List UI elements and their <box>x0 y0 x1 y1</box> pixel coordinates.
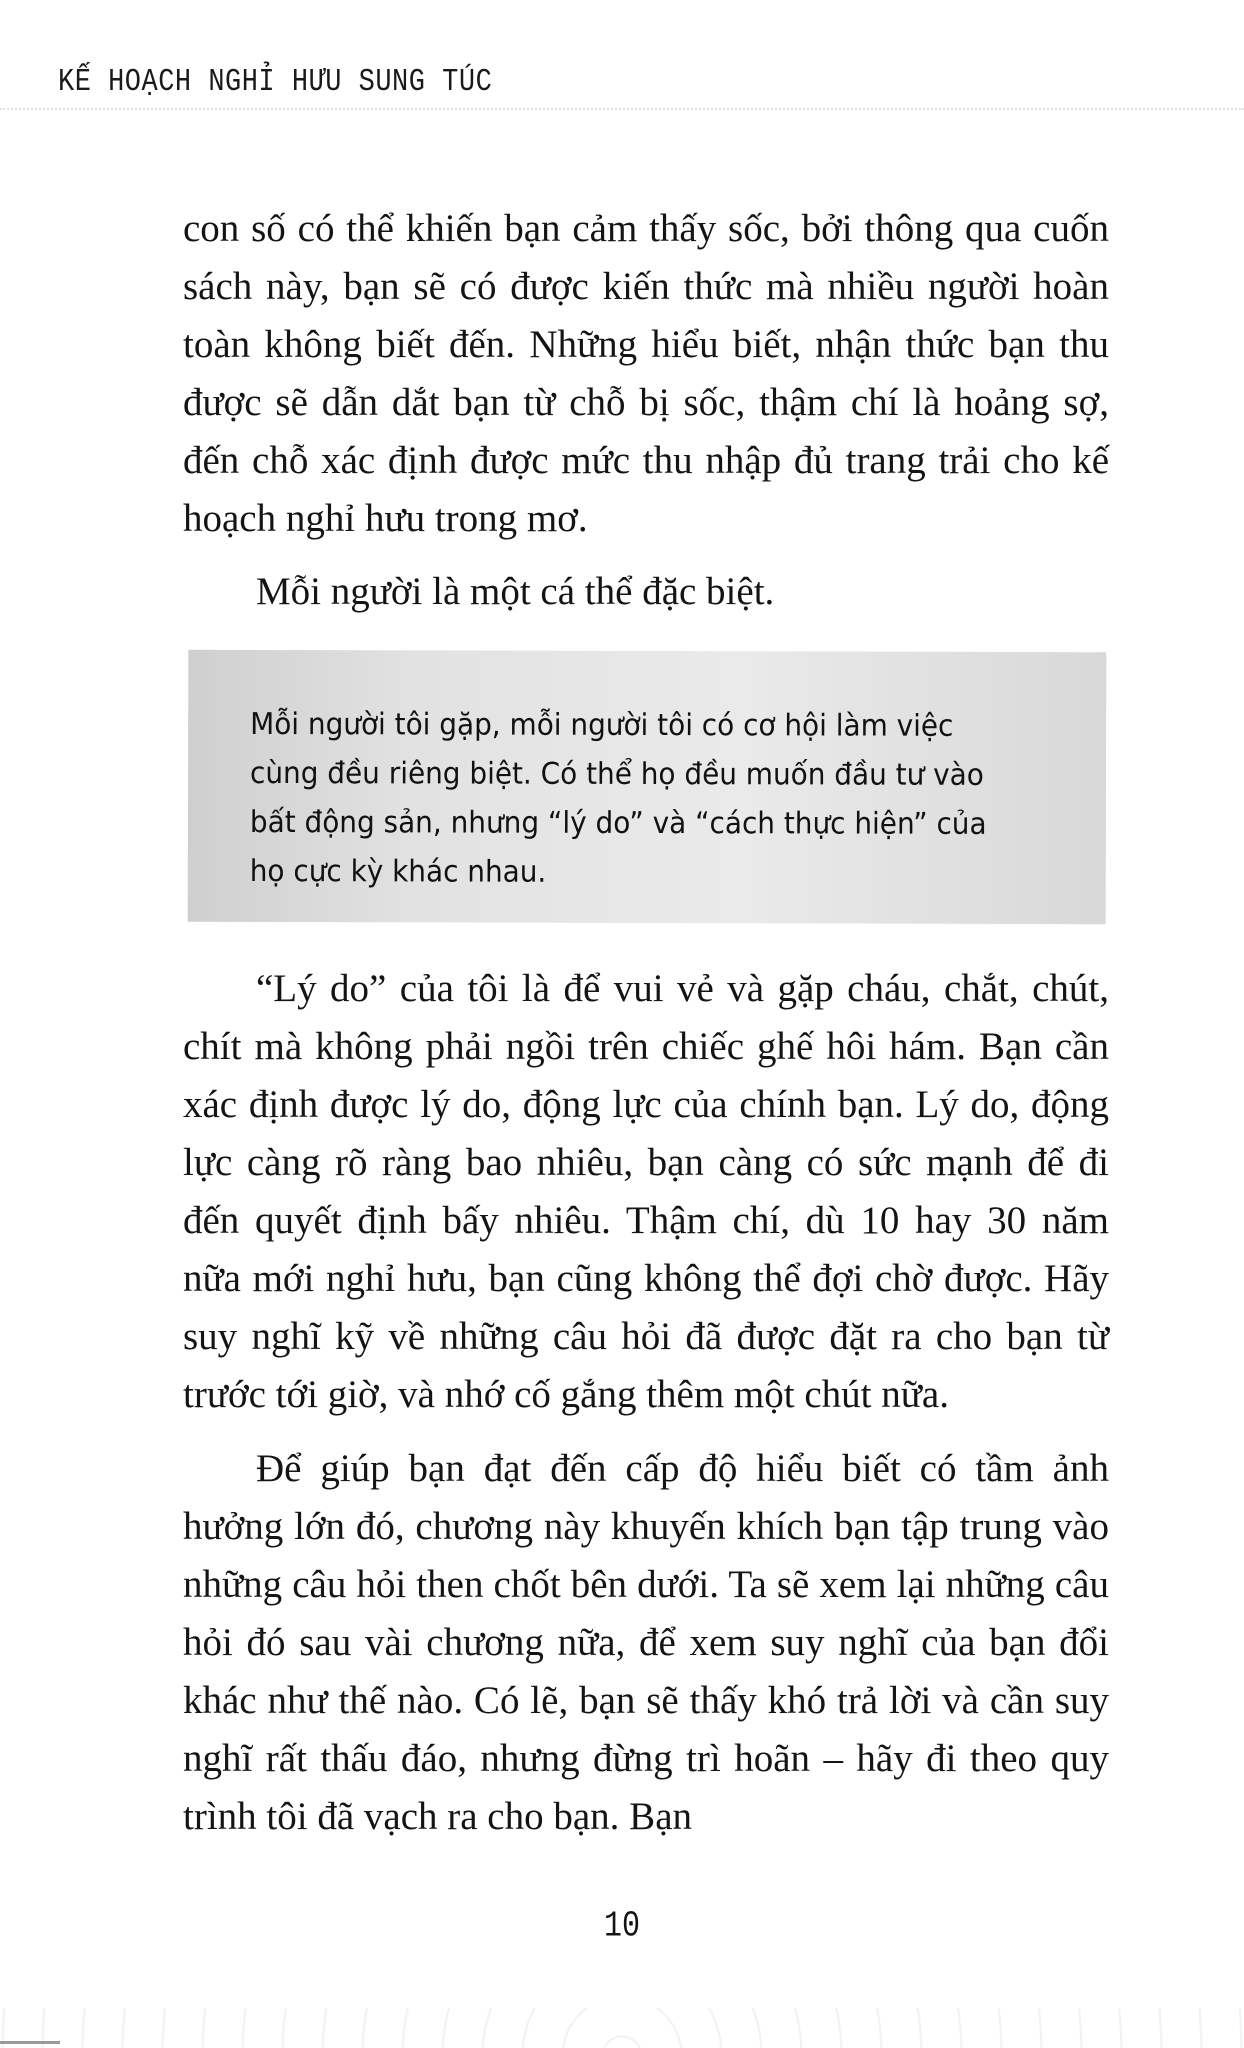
scan-edge-mark <box>0 2041 60 2044</box>
callout-text: Mỗi người tôi gặp, mỗi người tôi có cơ hội làm việc cùng đều riêng biệt. Có thể họ đều muốn đầu tư vào bất động sản, nhưng “lý do” và “cách thực hiện” của họ cực kỳ khác nhau. <box>249 706 987 890</box>
paragraph-text: Mỗi người là một cá thể đặc biệt. <box>256 570 775 613</box>
page-number: 10 <box>603 1906 640 1948</box>
paragraph-text: “Lý do” của tôi là để vui vẻ và gặp cháu, chắt, chút, chít mà không phải ngồi trên chiếc ghế hôi hám. Bạn cần xác định được lý do, động lực của chính bạn. Lý do, động lực càng rõ ràng bao nhiêu, bạn càng có sức mạnh để đi đến quyết định bấy nhiêu. Thậm chí, dù 10 hay 30 năm nữa mới nghỉ hưu, bạn cũng không thể đợi chờ được. Hãy suy nghĩ kỹ về những câu hỏi đã được đặt ra cho bạn từ trước tới giờ, và nhớ cố gắng thêm một chút nữa. <box>183 967 1109 1416</box>
callout-box <box>188 650 1107 924</box>
running-header-title: KẾ HOẠCH NGHỈ HƯU SUNG TÚC <box>58 66 493 101</box>
paragraph-text: Để giúp bạn đạt đến cấp độ hiểu biết có tầm ảnh hưởng lớn đó, chương này khuyến khích bạn tập trung vào những câu hỏi then chốt bên dưới. Ta sẽ xem lại những câu hỏi đó sau vài chương nữa, để xem suy nghĩ của bạn đổi khác như thế nào. Có lẽ, bạn sẽ thấy khó trả lời và cần suy nghĩ rất thấu đáo, nhưng đừng trì hoãn – hãy đi theo quy trình tôi đã vạch ra cho bạn. Bạn <box>183 1447 1109 1838</box>
paragraph-key-questions <box>183 1440 1109 1846</box>
paragraph-reason <box>183 960 1109 1424</box>
paragraph-each-person-special <box>183 563 1109 621</box>
paragraph-intro <box>183 200 1109 548</box>
header-divider <box>0 108 1244 110</box>
scan-artifact-decoration <box>0 2008 1244 2048</box>
paragraph-text: con số có thể khiến bạn cảm thấy sốc, bởi thông qua cuốn sách này, bạn sẽ có được kiến thức mà nhiều người hoàn toàn không biết đến. Những hiểu biết, nhận thức bạn thu được sẽ dẫn dắt bạn từ chỗ bị sốc, thậm chí là hoảng sợ, đến chỗ xác định được mức thu nhập đủ trang trải cho kế hoạch nghỉ hưu trong mơ. <box>183 207 1109 540</box>
